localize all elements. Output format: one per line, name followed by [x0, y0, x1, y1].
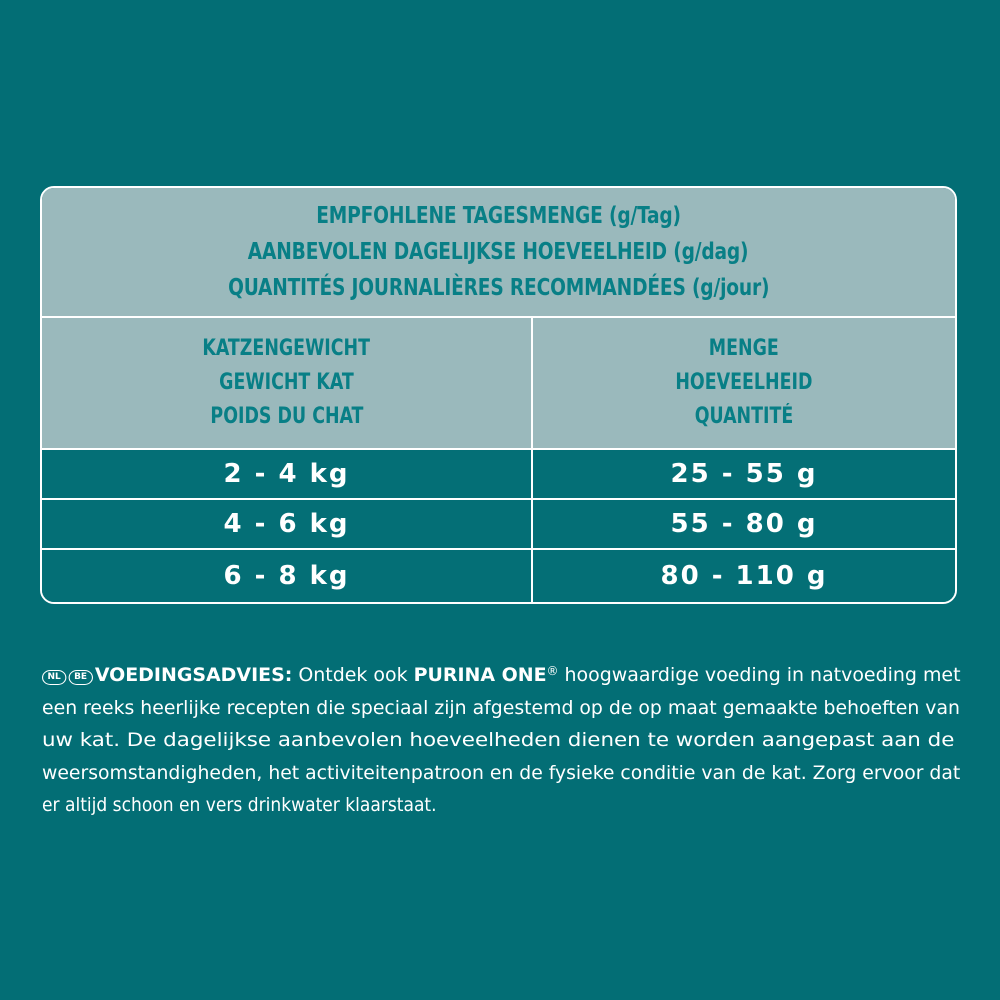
header-amount — [533, 318, 955, 448]
table-row — [42, 500, 955, 550]
header-cat-weight-de: KATZENGEWICHT — [202, 336, 371, 361]
cell-amount: 55 - 80 g — [670, 509, 818, 539]
table-header-row — [42, 318, 955, 450]
country-badge-nl: NL — [42, 670, 66, 685]
header-amount-de: MENGE — [708, 336, 780, 361]
advice-line — [42, 655, 1000, 692]
advice-line: een reeks heerlijke recepten die speciaal zijn afgestemd op de op maat gemaakte behoeften van — [42, 696, 960, 719]
advice-text: Ontdek ook — [292, 664, 414, 686]
cell-weight: 6 - 8 kg — [42, 550, 533, 602]
feeding-table — [40, 186, 957, 604]
table-body — [42, 450, 955, 602]
header-cat-weight — [42, 318, 533, 448]
header-amount-fr: QUANTITÉ — [694, 404, 794, 429]
advice-line: uw kat. De dagelijkse aanbevolen hoeveelheden dienen te worden aangepast aan de — [42, 729, 955, 751]
feeding-advice — [42, 655, 960, 822]
advice-line: weersomstandigheden, het activiteitenpatroon en de fysieke conditie van de kat. Zorg ervoor dat — [42, 761, 961, 784]
cell-weight: 2 - 4 kg — [42, 450, 533, 498]
title-line-fr: QUANTITÉS JOURNALIÈRES RECOMMANDÉES (g/jour) — [227, 275, 770, 301]
cell-amount: 25 - 55 g — [670, 459, 818, 489]
cell-amount: 80 - 110 g — [660, 561, 828, 591]
table-row — [42, 550, 955, 602]
header-cat-weight-fr: POIDS DU CHAT — [209, 404, 363, 429]
header-amount-nl: HOEVEELHEID — [675, 370, 813, 395]
table-row — [42, 450, 955, 500]
advice-heading: VOEDINGSADVIES: — [94, 664, 293, 686]
brand-name: PURINA ONE — [413, 664, 547, 686]
registered-mark: ® — [546, 664, 559, 678]
table-title — [42, 188, 955, 318]
title-line-de: EMPFOHLENE TAGESMENGE (g/Tag) — [316, 203, 681, 229]
header-cat-weight-nl: GEWICHT KAT — [219, 370, 354, 395]
advice-line: er altijd schoon en vers drinkwater klaarstaat. — [42, 794, 437, 816]
advice-text: hoogwaardige voeding in natvoeding met — [558, 664, 961, 686]
cell-weight: 4 - 6 kg — [42, 500, 533, 548]
country-badge-be: BE — [69, 670, 93, 685]
title-line-nl: AANBEVOLEN DAGELIJKSE HOEVEELHEID (g/dag) — [248, 239, 749, 265]
